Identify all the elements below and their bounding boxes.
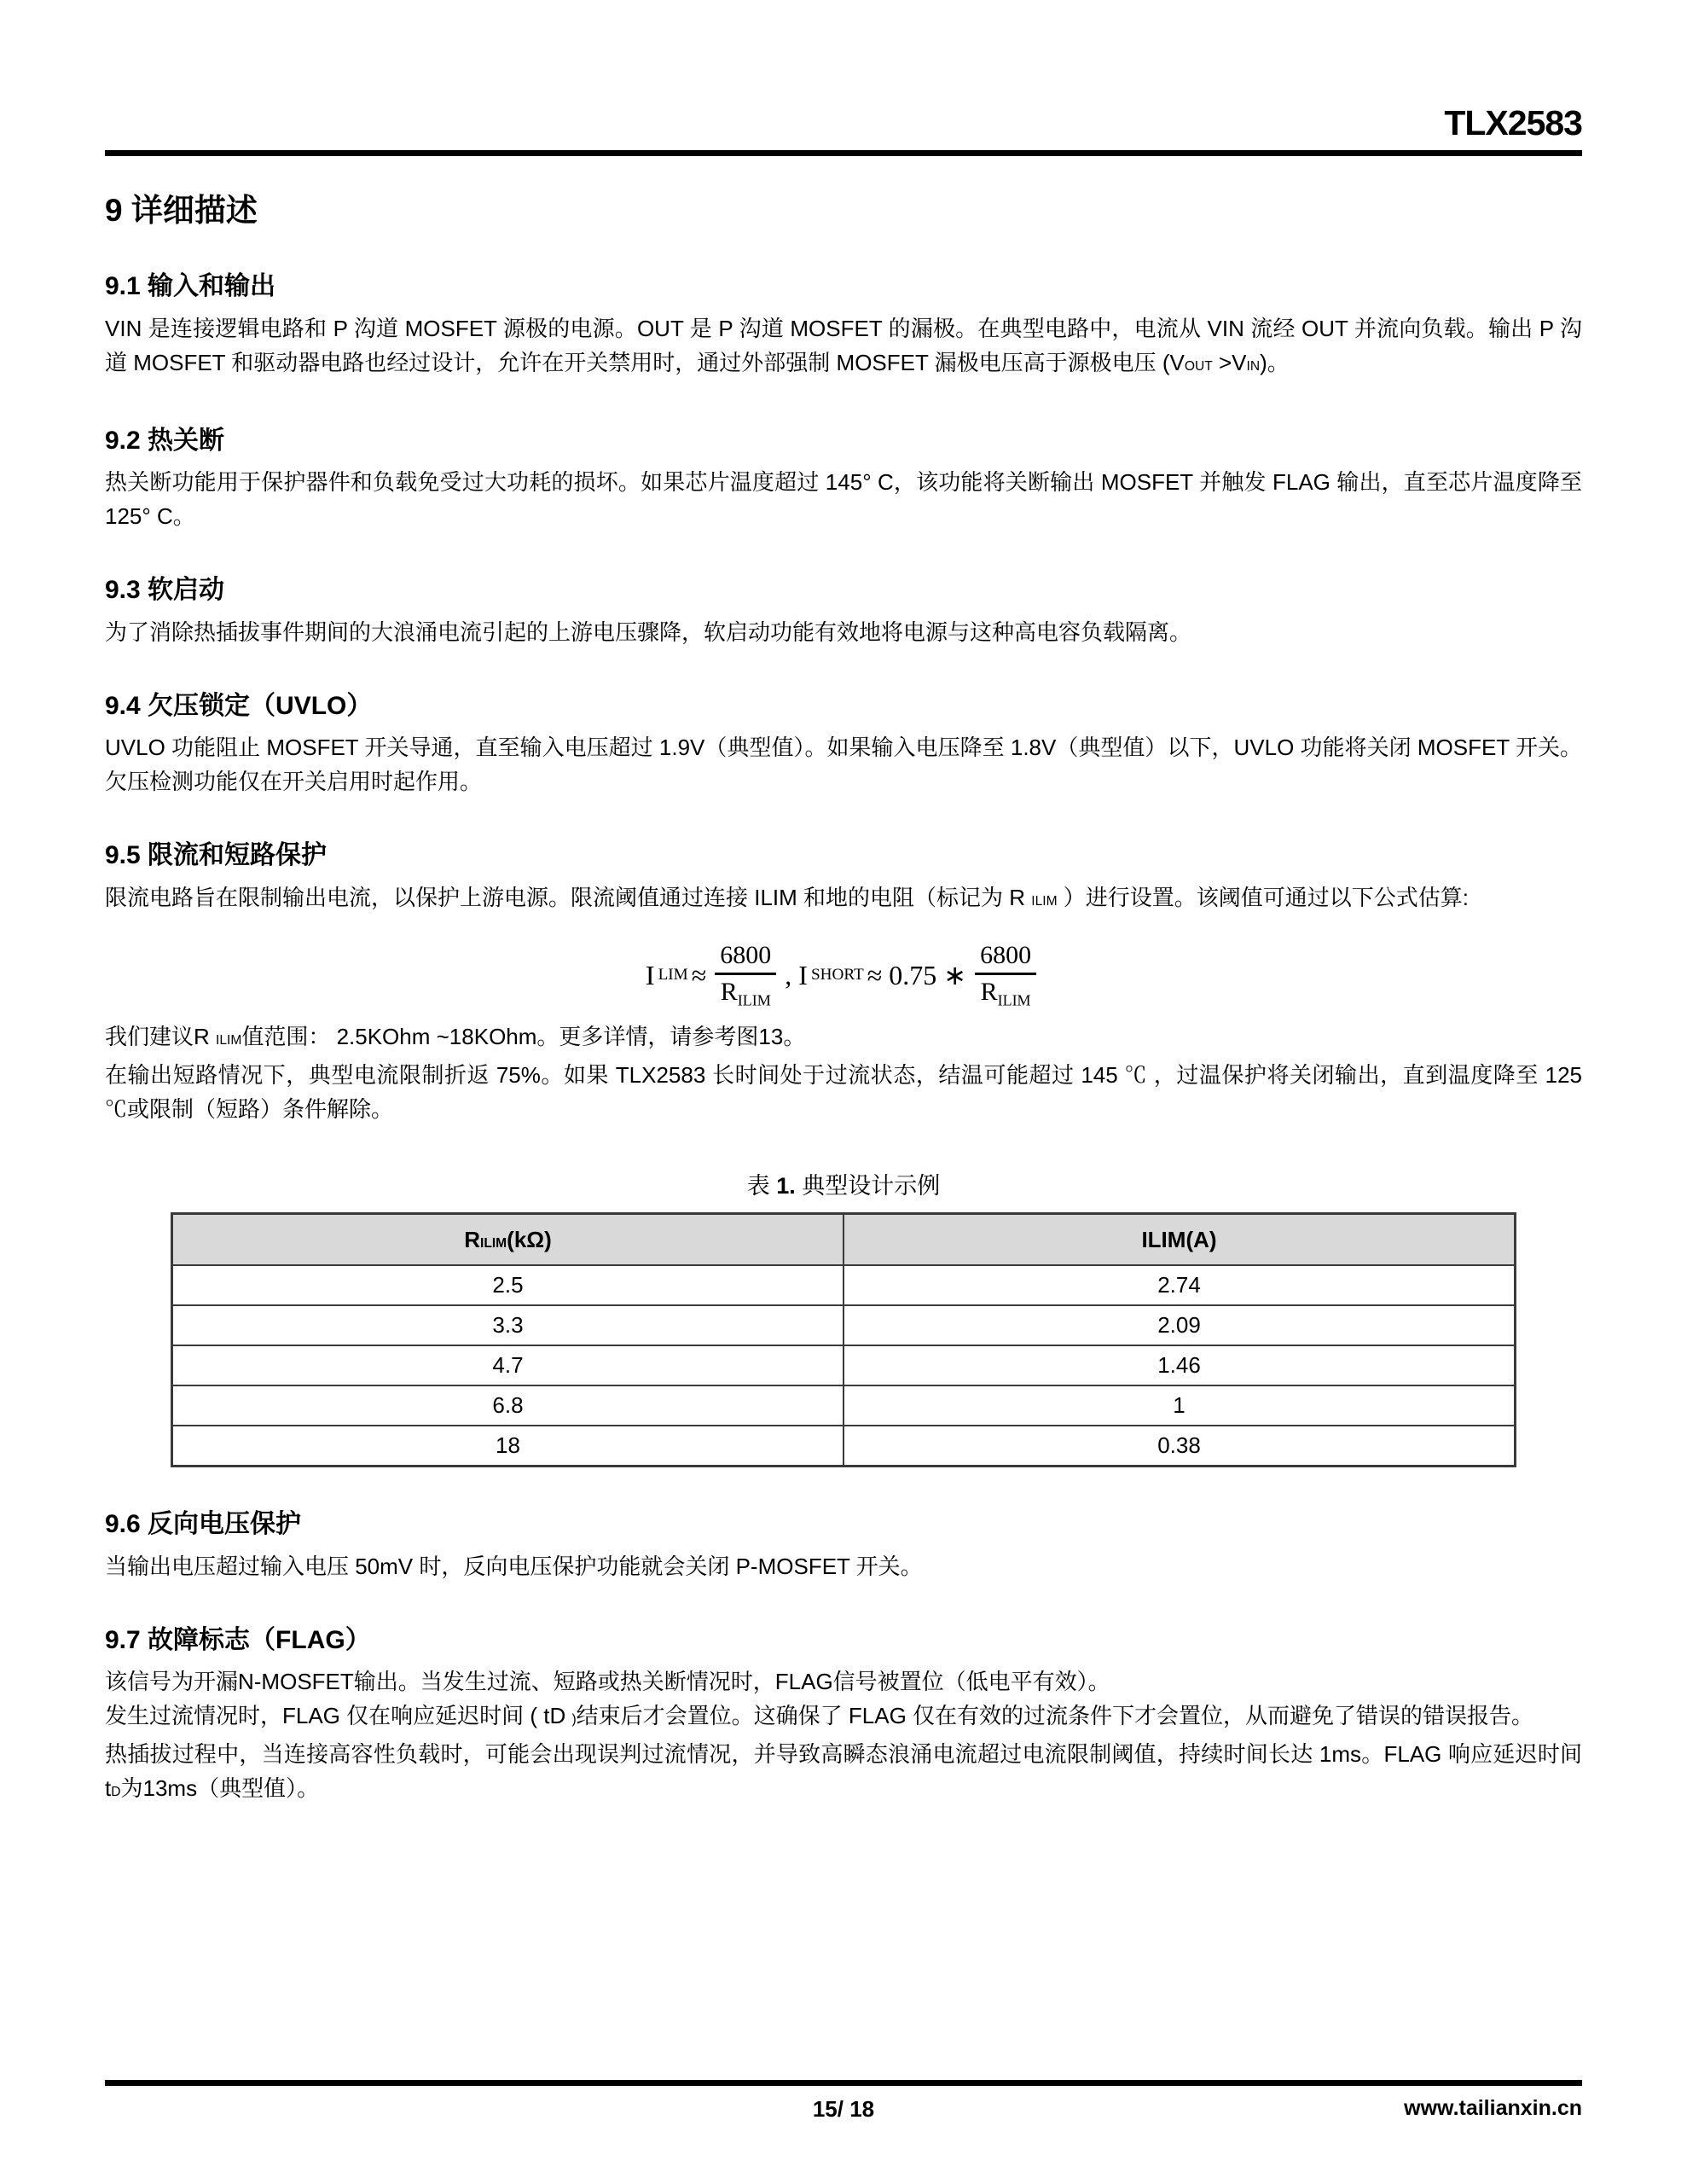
footer-rule (105, 2080, 1582, 2086)
table-header-cell: RILIM(kΩ) (172, 1214, 844, 1266)
table-cell: 2.09 (844, 1305, 1516, 1345)
design-example-table (171, 1212, 1516, 1467)
subsection-heading: 9.4 欠压锁定（UVLO） (105, 691, 373, 720)
table-row (172, 1385, 1516, 1426)
paragraph: 热关断功能用于保护器件和负载免受过大功耗的损坏。如果芯片温度超过 145° C，该功能将关断输出 MOSFET 并触发 FLAG 输出，直至芯片温度降至 125° C。 (105, 469, 1582, 530)
paragraph: 发生过流情况时，FLAG 仅在响应延迟时间 ( tD )结束后才会置位。这确保了 FLAG 仅在有效的过流条件下才会置位，从而避免了错误的错误报告。 (105, 1703, 1534, 1729)
formula-block: I LIM ≈ $\frac{6800}{R_{ILIM}}$ , I SHORT ≈ 0.75 ∗ $\frac{6800}{R_{ILIM}}$ (105, 941, 1582, 1009)
subsection-heading: 9.7 故障标志（FLAG） (105, 1625, 371, 1654)
table-cell: 6.8 (172, 1385, 844, 1426)
table-cell: 18 (172, 1426, 844, 1467)
table-cell: 3.3 (172, 1305, 844, 1345)
table-cell: 4.7 (172, 1345, 844, 1385)
subsection-heading: 9.2 热关断 (105, 426, 225, 455)
table-cell: 2.74 (844, 1265, 1516, 1305)
section-heading: 9 详细描述 (105, 193, 258, 229)
footer-row (105, 2096, 1582, 2129)
table-row (172, 1265, 1516, 1305)
fraction: $\frac{6800}{R_{ILIM}}$ (715, 941, 776, 1009)
page-footer (105, 2080, 1582, 2129)
table-row (172, 1305, 1516, 1345)
website-text: www.tailianxin.cn (1404, 2096, 1582, 2120)
table-caption: 表 1. 典型设计示例 (746, 1173, 941, 1199)
paragraph: 热插拔过程中，当连接高容性负载时，可能会出现误判过流情况，并导致高瞬态浪涌电流超过电流限制阈值，持续时间长达 1ms。FLAG 响应延迟时间tD为13ms（典型值）。 (105, 1741, 1582, 1802)
table-cell: 2.5 (172, 1265, 844, 1305)
table-header-row (172, 1214, 1516, 1266)
subsection-heading: 9.6 反向电压保护 (105, 1510, 302, 1539)
product-title: TLX2583 (1444, 103, 1582, 142)
paragraph: 为了消除热插拔事件期间的大浪涌电流引起的上游电压骤降，软启动功能有效地将电源与这种高电容负载隔离。 (105, 619, 1192, 645)
table-row (172, 1345, 1516, 1385)
paragraph: 在输出短路情况下，典型电流限制折返 75%。如果 TLX2583 长时间处于过流状态，结温可能超过 145 ℃ ，过温保护将关闭输出，直到温度降至 125 ℃或限制（短路）条件解除。 (105, 1062, 1582, 1123)
table-header-cell: ILIM(A) (844, 1214, 1516, 1266)
paragraph: 该信号为开漏N-MOSFET输出。当发生过流、短路或热关断情况时，FLAG信号被置位（低电平有效）。 (105, 1669, 1110, 1695)
page-header (105, 0, 1582, 156)
subsection-heading: 9.1 输入和输出 (105, 272, 276, 301)
subsection-heading: 9.3 软启动 (105, 576, 225, 605)
paragraph: 限流电路旨在限制输出电流，以保护上游电源。限流阈值通过连接 ILIM 和地的电阻（标记为 R ILIM ）进行设置。该阈值可通过以下公式估算: (105, 884, 1470, 910)
table-cell: 0.38 (844, 1426, 1516, 1467)
table-cell: 1.46 (844, 1345, 1516, 1385)
paragraph: UVLO 功能阻止 MOSFET 开关导通，直至输入电压超过 1.9V（典型值）。如果输入电压降至 1.8V（典型值）以下，UVLO 功能将关闭 MOSFET 开关。欠压检测功能仅在开关启用时起作用。 (105, 735, 1582, 795)
paragraph: 当输出电压超过输入电压 50mV 时，反向电压保护功能就会关闭 P-MOSFET 开关。 (105, 1553, 923, 1579)
document-body (105, 192, 1582, 1809)
subsection-heading: 9.5 限流和短路保护 (105, 841, 328, 870)
table-cell: 1 (844, 1385, 1516, 1426)
table-row (172, 1426, 1516, 1467)
fraction: $\frac{6800}{R_{ILIM}}$ (975, 941, 1036, 1009)
paragraph: VIN 是连接逻辑电路和 P 沟道 MOSFET 源极的电源。OUT 是 P 沟道 MOSFET 的漏极。在典型电路中，电流从 VIN 流经 OUT 并流向负载。输出 P 沟道 MOSFET 和驱动器电路也经过设计，允许在开关禁用时，通过外部强制 MOSFET 漏极电压高于源极电压 (VOUT >VIN)。 (105, 315, 1582, 375)
paragraph: 我们建议R ILIM值范围： 2.5KOhm ~18KOhm。更多详情，请参考图13。 (105, 1024, 806, 1050)
header-rule (105, 150, 1582, 156)
page-number: 15/ 18 (812, 2096, 875, 2122)
